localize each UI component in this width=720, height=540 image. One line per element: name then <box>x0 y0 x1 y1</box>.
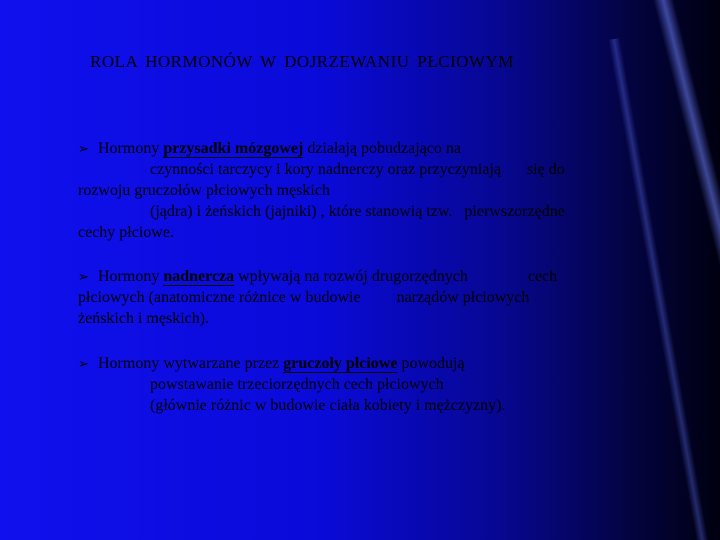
highlighted-term: nadnercza <box>163 268 235 285</box>
text-line <box>78 374 505 395</box>
bullet-item-pituitary <box>78 138 565 243</box>
arrow-bullet-icon: ➢ <box>78 270 89 285</box>
text-line <box>78 353 505 374</box>
text-fragment: (jądra) i żeńskich (jajniki) , które stanowią tzw. <box>150 203 453 220</box>
text-fragment: Hormony <box>98 268 164 285</box>
text-line <box>78 201 565 222</box>
arrow-bullet-icon: ➢ <box>78 357 89 372</box>
text-fragment: Hormony wytwarzane przez <box>98 355 284 372</box>
text-line <box>78 222 565 243</box>
text-fragment: pierwszorzędne <box>464 203 565 220</box>
text-fragment: cechy płciowe. <box>78 224 174 241</box>
arrow-bullet-icon: ➢ <box>78 142 89 157</box>
text-fragment: powstawanie trzeciorzędnych cech płciowych <box>150 376 444 393</box>
text-fragment: Hormony <box>98 140 164 157</box>
highlighted-term: przysadki mózgowej <box>163 140 304 157</box>
text-fragment: żeńskich i męskich). <box>78 310 210 327</box>
text-line <box>78 287 557 308</box>
text-line <box>78 138 565 159</box>
text-fragment: rozwoju gruczołów płciowych męskich <box>78 182 330 199</box>
text-fragment: się do <box>526 161 565 178</box>
text-fragment: wpływają na rozwój drugorzędnych <box>234 268 468 285</box>
text-fragment: narządów płciowych <box>396 289 530 306</box>
slide-title: ROLA HORMONÓW W DOJRZEWANIU PŁCIOWYM <box>90 52 514 71</box>
text-line <box>78 395 505 416</box>
highlighted-term: gruczoły płciowe <box>283 355 398 372</box>
text-fragment: cech <box>527 268 558 285</box>
text-fragment: powodują <box>397 355 465 372</box>
text-line <box>78 180 565 201</box>
bullet-item-adrenal <box>78 266 557 329</box>
text-fragment: działają pobudzająco na <box>303 140 462 157</box>
text-fragment: płciowych (anatomiczne różnice w budowie <box>78 289 361 306</box>
text-line <box>78 159 565 180</box>
text-line <box>78 308 557 329</box>
text-line <box>78 266 557 287</box>
text-fragment: czynności tarczycy i kory nadnerczy oraz przyczyniają <box>150 161 501 178</box>
bullet-item-gonads <box>78 353 505 416</box>
text-fragment: (głównie różnic w budowie ciała kobiety i mężczyzny). <box>150 397 506 414</box>
